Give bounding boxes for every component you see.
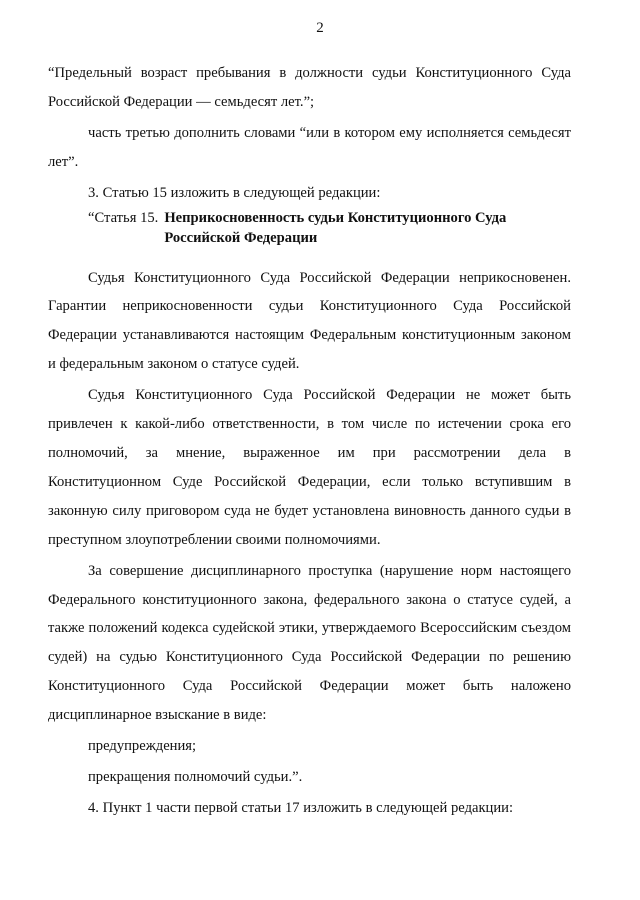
article-15-title: Неприкосновенность судьи Конституционного Суда Российской Федерации [164,209,507,246]
article-15-heading [48,208,571,248]
list-item-warning: предупреждения; [88,738,197,755]
amendment-item-3-paragraph: 3. Статью 15 изложить в следующей редакции: [88,184,381,201]
amendment-part-three-paragraph: часть третью дополнить словами “или в котором ему исполняется семьдесят лет”. [48,124,571,170]
article-paragraph-liability: Судья Конституционного Суда Российской Федерации не может быть привлечен к какой-либо ответственности, в том числе по истечении срока его полномочий, за мнение, выраженное им при рассмотрении дела в Конституционном Суде Российской Федерации, если только вступившим в законную силу приговором суда не будет установлена виновность данного судьи в преступном злоупотреблении своими полномочиями. [48,387,571,548]
article-paragraph-disciplinary: За совершение дисциплинарного проступка (нарушение норм настоящего Федерального конституционного закона, федерального закона о статусе судей, а также положений кодекса судейской этики, утверждаемого Всероссийским съездом судей) на судью Конституционного Суда Российской Федерации по решению Конституционного Суда Российской Федерации может быть наложено дисциплинарное взыскание в виде: [48,562,571,724]
amendment-item-4-paragraph: 4. Пункт 1 части первой статьи 17 изложить в следующей редакции: [88,799,514,816]
quoted-provision-paragraph: “Предельный возраст пребывания в должности судьи Конституционного Суда Российской Федерации — семьдесят лет.”; [48,65,571,110]
article-paragraph-immunity: Судья Конституционного Суда Российской Федерации неприкосновенен. Гарантии неприкосновенности судьи Конституционного Суда Российской Федерации устанавливаются настоящим Федеральным конституционным законом и федеральным законом о статусе судей. [48,269,571,373]
article-15-label: “Статья 15. [88,209,159,226]
document-body [48,59,571,823]
page-number: 2 [316,20,324,36]
list-item-termination: прекращения полномочий судьи.”. [88,768,303,785]
